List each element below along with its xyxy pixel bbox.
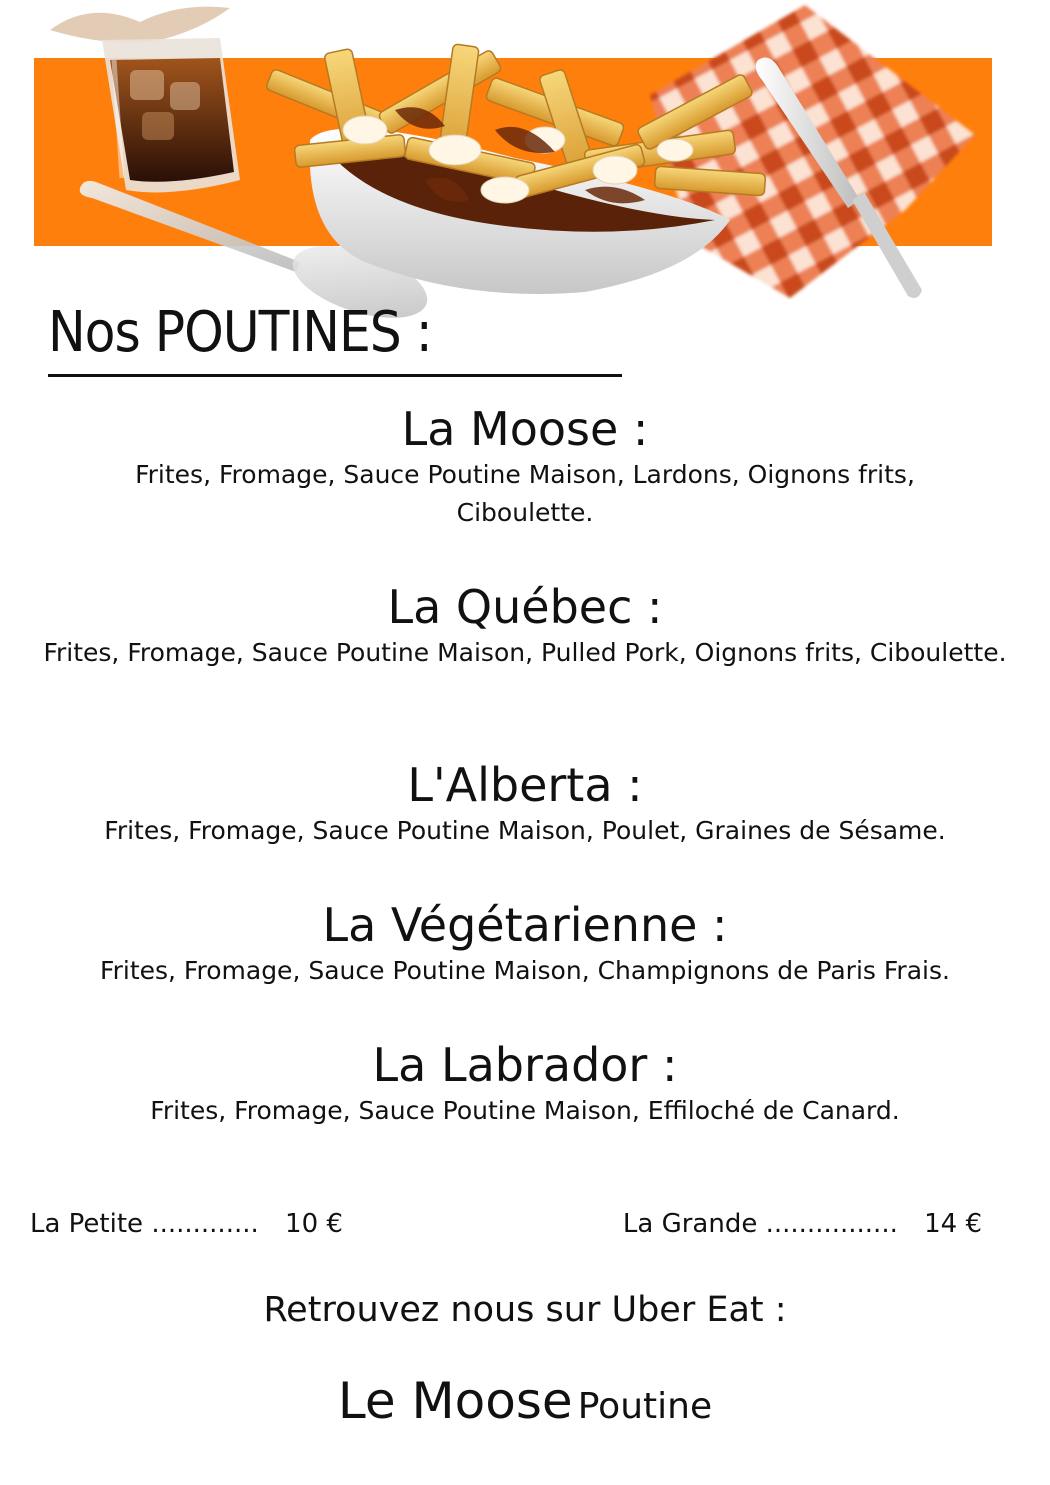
brand-name-main: Le Moose xyxy=(337,1372,573,1430)
uber-eats-notice: Retrouvez nous sur Uber Eat : xyxy=(263,1290,787,1330)
menu-item xyxy=(0,898,1050,990)
price-small xyxy=(30,1204,343,1244)
brand-name xyxy=(0,1368,1050,1446)
item-name: L'Alberta : xyxy=(407,758,643,812)
item-name: La Québec : xyxy=(387,580,663,634)
menu-item xyxy=(0,402,1050,532)
item-name: La Labrador : xyxy=(372,1038,678,1092)
leader-dots: ................ xyxy=(765,1209,898,1239)
menu-item xyxy=(0,1038,1050,1130)
page-title: Nos POUTINES : xyxy=(48,300,432,365)
item-description: Frites, Fromage, Sauce Poutine Maison, Pulled Pork, Oignons frits, Ciboulette. xyxy=(43,638,1007,667)
item-description: Frites, Fromage, Sauce Poutine Maison, Poulet, Graines de Sésame. xyxy=(104,816,946,845)
item-name: La Moose : xyxy=(401,402,649,456)
price-amount: 10 € xyxy=(285,1209,343,1239)
size-label: La Grande xyxy=(622,1209,758,1239)
item-description: Frites, Fromage, Sauce Poutine Maison, Lardons, Oignons frits, Ciboulette. xyxy=(135,460,915,527)
size-label: La Petite xyxy=(30,1209,144,1239)
item-name: La Végétarienne : xyxy=(322,898,728,952)
item-description: Frites, Fromage, Sauce Poutine Maison, Effiloché de Canard. xyxy=(150,1096,900,1125)
menu-item xyxy=(0,758,1050,850)
menu-item xyxy=(0,580,1050,672)
header-banner xyxy=(0,0,1050,310)
poutine-bowl-icon xyxy=(255,40,790,300)
price-large xyxy=(623,1204,982,1244)
price-amount: 14 € xyxy=(924,1209,982,1239)
soda-glass-icon xyxy=(30,0,260,205)
brand-name-sub: Poutine xyxy=(577,1386,713,1427)
title-underline xyxy=(48,374,622,377)
leader-dots: ............. xyxy=(151,1209,259,1239)
item-description: Frites, Fromage, Sauce Poutine Maison, Champignons de Paris Frais. xyxy=(100,956,950,985)
